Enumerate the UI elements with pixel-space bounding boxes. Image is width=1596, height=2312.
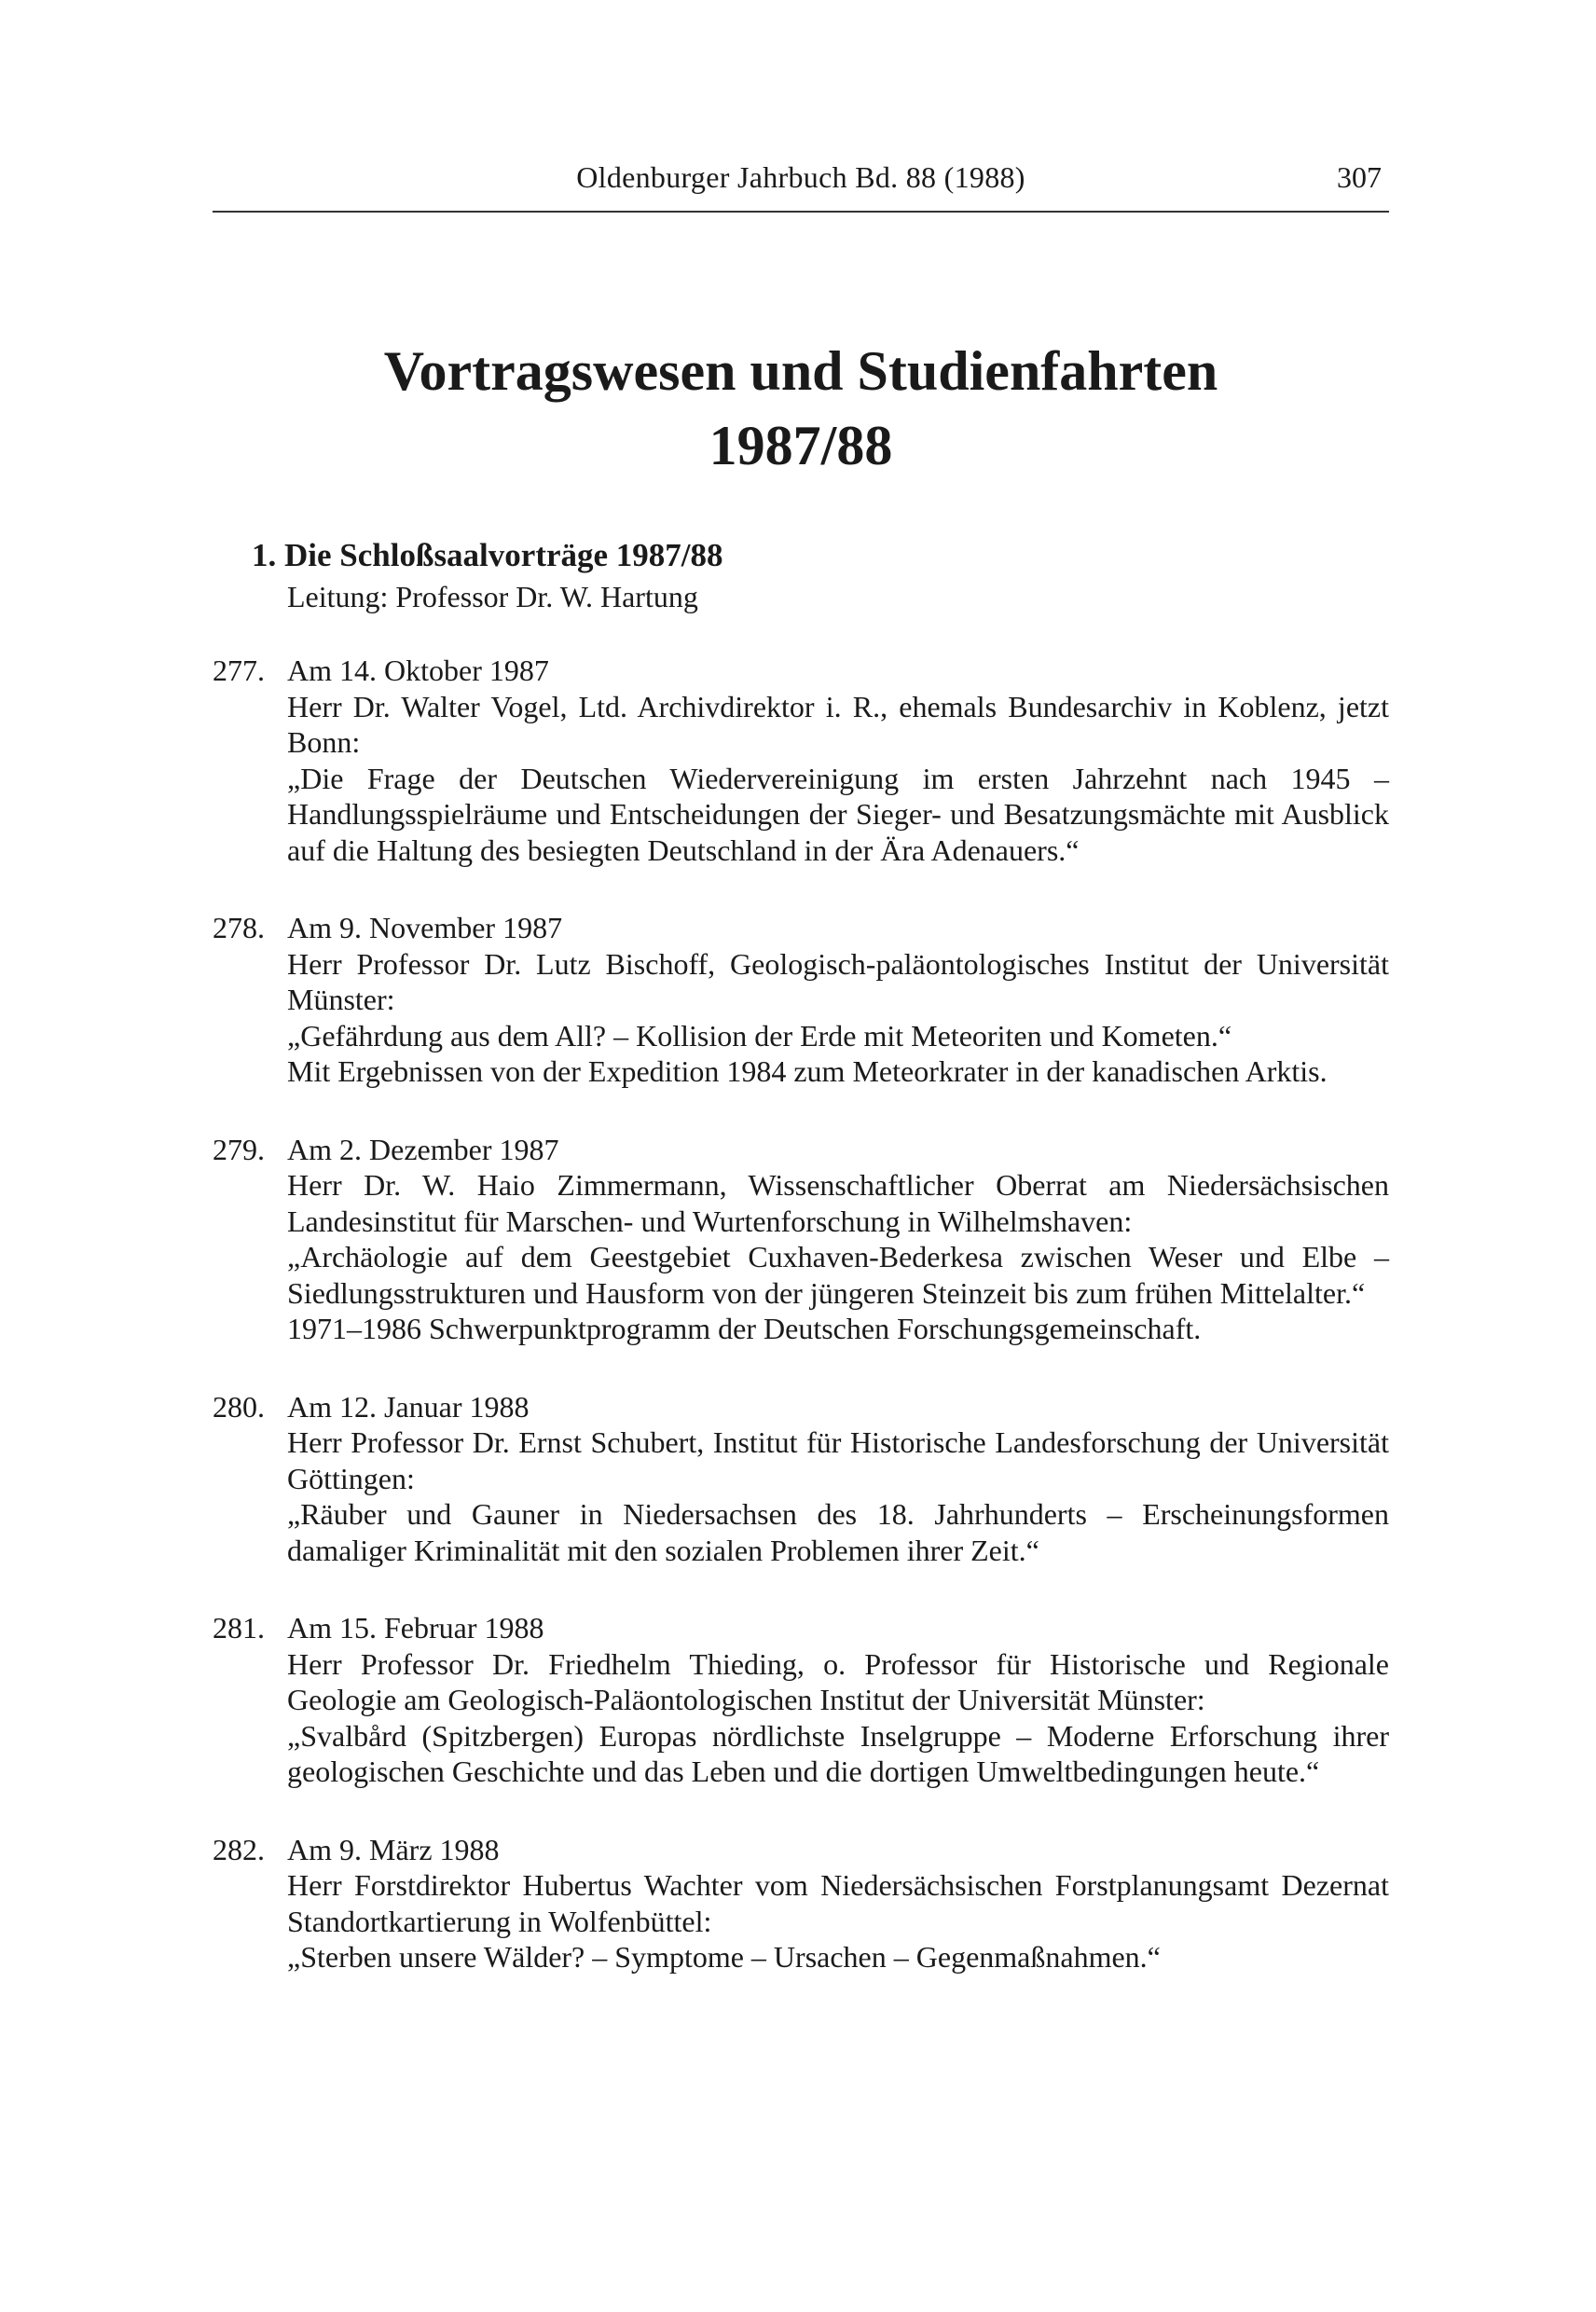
entry-number: 277.	[213, 654, 265, 687]
section-heading: 1. Die Schloßsaalvorträge 1987/88	[252, 537, 723, 573]
page-number: 307	[1337, 160, 1382, 194]
entry-speaker: Herr Dr. Walter Vogel, Ltd. Archivdirektor i. R., ehemals Bundesarchiv in Koblenz, jetzt Bonn:	[287, 689, 1389, 759]
title-line-2: 1987/88	[709, 415, 893, 476]
entry-number: 281.	[213, 1611, 265, 1645]
entry-speaker: Herr Professor Dr. Friedhelm Thieding, o. Professor für Historische und Regionale Geologie am Geologisch-Paläontologischen Institut der Universität Münster:	[287, 1646, 1389, 1716]
entry-date: Am 9. März 1988	[287, 1832, 500, 1866]
page-title	[213, 334, 1389, 483]
entry-date: Am 12. Januar 1988	[287, 1389, 530, 1424]
entry-speaker: Herr Professor Dr. Lutz Bischoff, Geologisch-paläontologisches Institut der Universität Münster:	[287, 946, 1389, 1016]
entry-topic: „Räuber und Gauner in Niedersachsen des 18. Jahrhunderts – Erscheinungsformen damaliger Kriminalität mit den sozialen Problemen ihrer Zeit.“	[287, 1497, 1389, 1567]
lecture-entry-280	[213, 1389, 1389, 1569]
entry-number: 279.	[213, 1132, 265, 1166]
lecture-entry-278	[213, 910, 1389, 1090]
entry-number: 282.	[213, 1832, 265, 1866]
entry-date: Am 15. Februar 1988	[287, 1611, 544, 1645]
lecture-entry-281	[213, 1610, 1389, 1790]
entry-note: Mit Ergebnissen von der Expedition 1984 zum Meteorkrater in der kanadischen Arktis.	[287, 1054, 1328, 1088]
entry-topic: „Gefährdung aus dem All? – Kollision der Erde mit Meteoriten und Kometen.“	[287, 1018, 1232, 1053]
entry-note: 1971–1986 Schwerpunktprogramm der Deutschen Forschungsgemeinschaft.	[287, 1312, 1202, 1345]
entry-speaker: Herr Professor Dr. Ernst Schubert, Institut für Historische Landesforschung der Universität Göttingen:	[287, 1425, 1389, 1495]
entry-topic: „Sterben unsere Wälder? – Symptome – Ursachen – Gegenmaßnahmen.“	[287, 1940, 1161, 1974]
entry-topic: „Svalbård (Spitzbergen) Europas nördlichste Inselgruppe – Moderne Erforschung ihrer geologischen Geschichte und das Leben und die dortigen Umweltbedingungen heute.“	[287, 1718, 1389, 1788]
running-head: Oldenburger Jahrbuch Bd. 88 (1988)	[576, 160, 1025, 194]
entry-number: 278.	[213, 911, 265, 944]
entry-speaker: Herr Dr. W. Haio Zimmermann, Wissenschaftlicher Oberrat am Niedersächsischen Landesinstitut für Marschen- und Wurtenforschung in Wilhelmshaven:	[287, 1168, 1389, 1238]
entry-date: Am 2. Dezember 1987	[287, 1132, 559, 1166]
section-subheading: Leitung: Professor Dr. W. Hartung	[287, 580, 698, 613]
lecture-entry-277	[213, 653, 1389, 868]
lecture-entry-282	[213, 1832, 1389, 1975]
lecture-entry-279	[213, 1132, 1389, 1347]
entry-topic: „Die Frage der Deutschen Wiedervereinigung im ersten Jahrzehnt nach 1945 – Handlungsspielräume und Entscheidungen der Sieger- und Besatzungsmächte mit Ausblick auf die Haltung des besiegten Deutschland in der Ära Adenauers.“	[287, 761, 1389, 867]
entry-date: Am 9. November 1987	[287, 911, 563, 944]
lecture-list	[213, 653, 1389, 2017]
title-line-1: Vortragswesen und Studienfahrten	[383, 340, 1218, 402]
entry-speaker: Herr Forstdirektor Hubertus Wachter vom Niedersächsischen Forstplanungsamt Dezernat Standortkartierung in Wolfenbüttel:	[287, 1868, 1389, 1938]
entry-topic: „Archäologie auf dem Geestgebiet Cuxhaven-Bederkesa zwischen Weser und Elbe – Siedlungsstrukturen und Hausform von der jüngeren Steinzeit bis zum frühen Mittelalter.“	[287, 1240, 1389, 1310]
entry-number: 280.	[213, 1389, 265, 1424]
entry-date: Am 14. Oktober 1987	[287, 654, 549, 687]
page-header	[213, 155, 1389, 213]
